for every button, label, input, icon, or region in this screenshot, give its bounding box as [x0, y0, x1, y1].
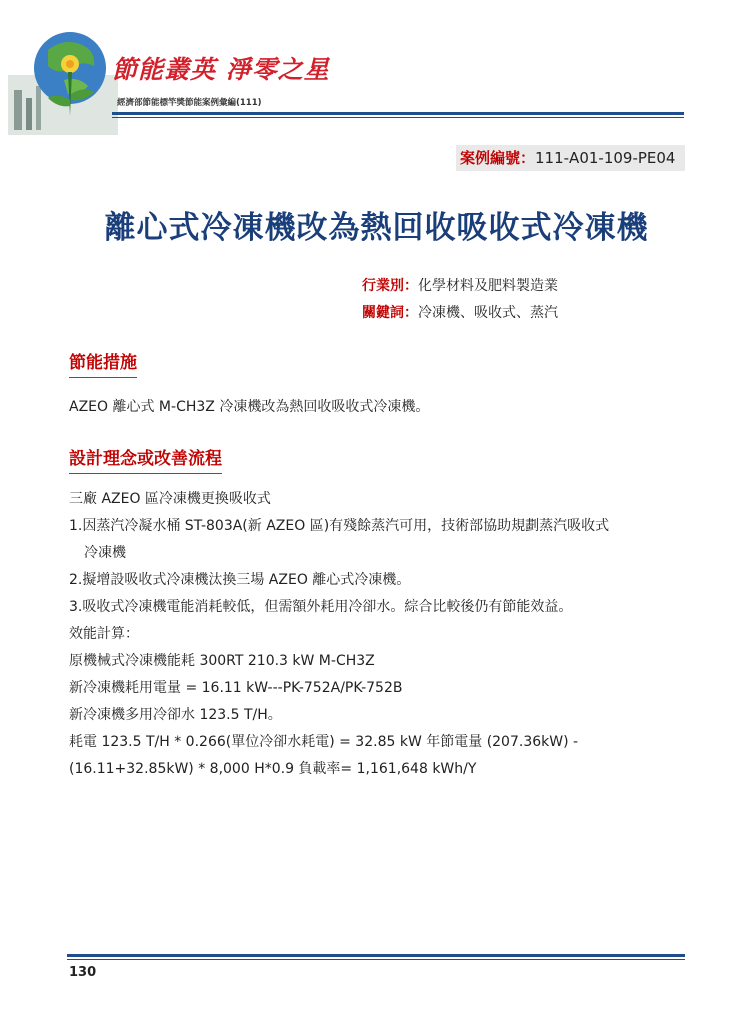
design-line: 3.吸收式冷凍機電能消耗較低，但需額外耗用冷卻水。綜合比較後仍有節能效益。: [69, 599, 573, 615]
design-line: 新冷凍機多用冷卻水 123.5 T/H。: [69, 707, 282, 723]
design-line: 效能計算：: [69, 626, 139, 642]
page-header: [0, 0, 753, 135]
header-divider-thin: [112, 117, 684, 118]
case-number-box: [456, 145, 685, 171]
brand-subtitle: 經濟部節能標竿獎節能案例彙編(111): [117, 98, 262, 108]
design-heading: 設計理念或改善流程: [69, 444, 222, 474]
measures-text: AZEO 離心式 M-CH3Z 冷凍機改為熱回收吸收式冷凍機。: [69, 399, 430, 415]
keywords-label: 關鍵詞：: [362, 305, 418, 321]
footer-divider: [67, 954, 685, 957]
footer-divider-thin: [67, 959, 685, 960]
header-divider: [112, 112, 684, 115]
industry-label: 行業別：: [362, 278, 418, 294]
page-number: 130: [69, 965, 97, 980]
keywords-value: 冷凍機、吸收式、蒸汽: [418, 305, 558, 321]
design-line: 1.因蒸汽冷凝水桶 ST-803A(新 AZEO 區)有殘餘蒸汽可用，技術部協助規劃蒸汽吸收式: [69, 518, 610, 534]
case-number-label: 案例編號：: [460, 149, 536, 167]
design-process-text: [69, 486, 689, 783]
design-line: 新冷凍機耗用電量 = 16.11 kW---PK-752A/PK-752B: [69, 680, 403, 696]
measures-heading: 節能措施: [69, 348, 137, 378]
industry-line: [362, 275, 558, 295]
design-line: 冷凍機: [84, 545, 126, 561]
page-title: 離心式冷凍機改為熱回收吸收式冷凍機: [104, 210, 649, 246]
industry-value: 化學材料及肥料製造業: [418, 278, 558, 294]
design-line: 原機械式冷凍機能耗 300RT 210.3 kW M-CH3Z: [69, 653, 375, 669]
design-line: 2.擬增設吸收式冷凍機汰換三場 AZEO 離心式冷凍機。: [69, 572, 411, 588]
design-line: 三廠 AZEO 區冷凍機更換吸收式: [69, 491, 271, 507]
case-number-value: 111-A01-109-PE04: [535, 149, 676, 167]
brand-title: 節能叢英 淨零之星: [112, 55, 330, 84]
earth-plant-logo-icon: [8, 20, 118, 135]
design-line: (16.11+32.85kW) * 8,000 H*0.9 負載率= 1,161,648 kWh/Y: [69, 761, 477, 777]
design-line: 耗電 123.5 T/H * 0.266(單位冷卻水耗電) = 32.85 kW 年節電量 (207.36kW) -: [69, 734, 579, 750]
keywords-line: [362, 302, 558, 322]
